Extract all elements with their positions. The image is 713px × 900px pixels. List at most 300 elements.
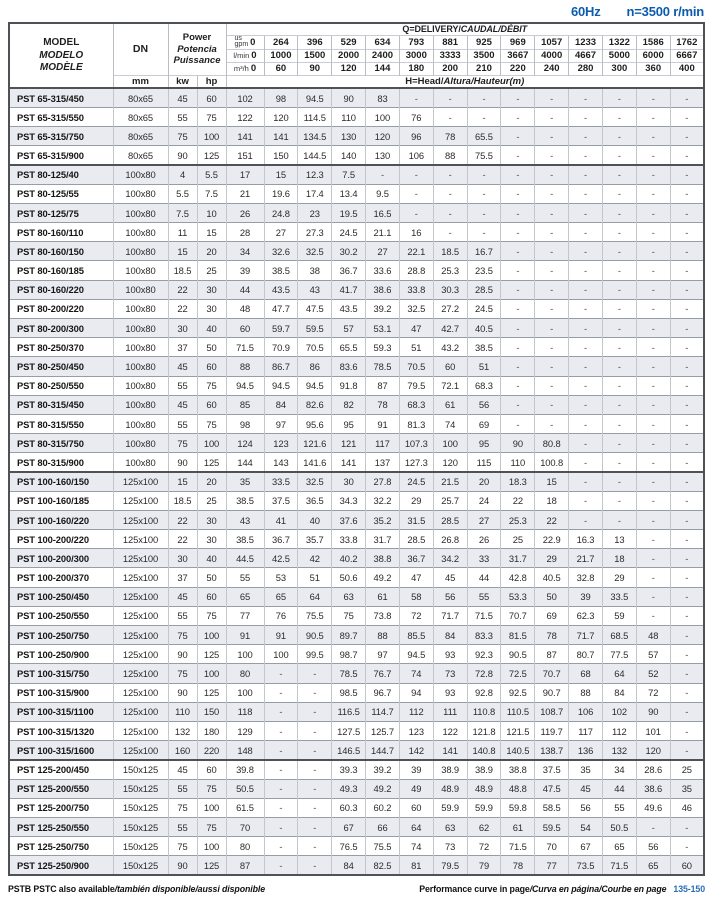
- model-cell: PST 80-160/110: [9, 223, 113, 242]
- flow-value: 200: [433, 62, 467, 75]
- head-value-cell: 81.5: [501, 626, 535, 645]
- head-value-cell: 39.8: [226, 760, 264, 779]
- head-value-cell: 43.5: [264, 280, 298, 299]
- hp-cell: 100: [197, 127, 226, 146]
- head-value-cell: 33.5: [264, 472, 298, 491]
- head-value-cell: 59.5: [535, 817, 569, 836]
- flow-value: 360: [636, 62, 670, 75]
- delivery-title: Q=DELIVERY/CAUDAL/DÉBIT: [226, 23, 704, 35]
- head-value-cell: 92.5: [501, 683, 535, 702]
- head-value-cell: 65: [636, 856, 670, 875]
- head-value-cell: 127.5: [332, 721, 366, 740]
- head-value-cell: -: [602, 280, 636, 299]
- kw-cell: 22: [168, 510, 197, 529]
- flow-value: 4000: [535, 49, 569, 62]
- kw-cell: 110: [168, 702, 197, 721]
- head-value-cell: 137: [366, 453, 400, 472]
- table-row: [9, 721, 704, 740]
- head-value-cell: -: [670, 587, 704, 606]
- hp-cell: 75: [197, 376, 226, 395]
- head-value-cell: 90.5: [298, 626, 332, 645]
- head-value-cell: 120: [636, 741, 670, 760]
- hp-cell: 30: [197, 299, 226, 318]
- head-value-cell: 80.8: [535, 434, 569, 453]
- head-value-cell: 72.5: [501, 664, 535, 683]
- head-value-cell: 25: [501, 530, 535, 549]
- head-value-cell: -: [636, 606, 670, 625]
- head-value-cell: -: [636, 203, 670, 222]
- head-value-cell: -: [670, 357, 704, 376]
- head-value-cell: 96.7: [366, 683, 400, 702]
- head-value-cell: 22: [535, 510, 569, 529]
- dn-cell: 125x100: [113, 721, 168, 740]
- head-value-cell: 16: [399, 223, 433, 242]
- kw-cell: 55: [168, 606, 197, 625]
- hp-cell: 220: [197, 741, 226, 760]
- kw-cell: 18.5: [168, 491, 197, 510]
- head-value-cell: 54: [569, 817, 603, 836]
- head-value-cell: 122: [433, 721, 467, 740]
- head-value-cell: 121.5: [501, 721, 535, 740]
- head-value-cell: 55: [226, 568, 264, 587]
- flow-value: 400: [670, 62, 704, 75]
- head-value-cell: 89.7: [332, 626, 366, 645]
- kw-cell: 45: [168, 88, 197, 107]
- head-value-cell: 98: [226, 414, 264, 433]
- table-row: [9, 760, 704, 779]
- head-value-cell: -: [467, 165, 501, 184]
- table-row: [9, 472, 704, 491]
- head-value-cell: 74: [433, 414, 467, 433]
- kw-cell: 55: [168, 376, 197, 395]
- head-value-cell: 17.4: [298, 184, 332, 203]
- head-value-cell: 68.3: [467, 376, 501, 395]
- table-row: [9, 184, 704, 203]
- head-value-cell: -: [501, 165, 535, 184]
- head-value-cell: 75.5: [366, 837, 400, 856]
- dn-cell: 80x65: [113, 88, 168, 107]
- head-value-cell: 51: [467, 357, 501, 376]
- head-value-cell: 27.3: [298, 223, 332, 242]
- head-value-cell: -: [670, 645, 704, 664]
- head-value-cell: -: [501, 261, 535, 280]
- dn-cell: 125x100: [113, 702, 168, 721]
- dn-cell: 100x80: [113, 165, 168, 184]
- head-value-cell: 76.5: [332, 837, 366, 856]
- head-value-cell: 59.9: [433, 798, 467, 817]
- head-value-cell: -: [501, 107, 535, 126]
- hp-cell: 100: [197, 626, 226, 645]
- flow-value: 881: [433, 35, 467, 49]
- head-value-cell: -: [501, 357, 535, 376]
- head-value-cell: -: [602, 453, 636, 472]
- kw-cell: 5.5: [168, 184, 197, 203]
- model-cell: PST 80-200/300: [9, 319, 113, 338]
- head-value-cell: 91: [366, 414, 400, 433]
- head-value-cell: 120: [366, 127, 400, 146]
- dn-cell: 100x80: [113, 242, 168, 261]
- model-cell: PST 80-250/450: [9, 357, 113, 376]
- head-value-cell: 67: [332, 817, 366, 836]
- flow-value: 90: [298, 62, 332, 75]
- hp-cell: 5.5: [197, 165, 226, 184]
- kw-cell: 45: [168, 760, 197, 779]
- head-value-cell: -: [467, 184, 501, 203]
- head-value-cell: 21.1: [366, 223, 400, 242]
- head-value-cell: 82.6: [298, 395, 332, 414]
- head-value-cell: -: [602, 299, 636, 318]
- head-value-cell: -: [569, 395, 603, 414]
- model-label-fr: MODÈLE: [39, 61, 83, 73]
- head-value-cell: 59.7: [264, 319, 298, 338]
- head-value-cell: 87: [226, 856, 264, 875]
- head-value-cell: -: [636, 88, 670, 107]
- head-value-cell: -: [298, 741, 332, 760]
- head-value-cell: -: [399, 88, 433, 107]
- head-value-cell: 132: [602, 741, 636, 760]
- head-value-cell: 29: [399, 491, 433, 510]
- hp-cell: 75: [197, 779, 226, 798]
- head-value-cell: -: [535, 299, 569, 318]
- head-value-cell: 100: [226, 645, 264, 664]
- head-value-cell: 24.5: [467, 299, 501, 318]
- hp-cell: 25: [197, 261, 226, 280]
- head-value-cell: 120: [264, 107, 298, 126]
- head-value-cell: 100: [433, 434, 467, 453]
- head-value-cell: -: [636, 319, 670, 338]
- head-value-cell: -: [602, 338, 636, 357]
- head-value-cell: 21.5: [433, 472, 467, 491]
- head-value-cell: 47.7: [264, 299, 298, 318]
- head-value-cell: 70: [535, 837, 569, 856]
- head-value-cell: 101: [636, 721, 670, 740]
- head-value-cell: -: [535, 395, 569, 414]
- head-value-cell: 73: [433, 837, 467, 856]
- head-value-cell: 108.7: [535, 702, 569, 721]
- head-value-cell: -: [298, 721, 332, 740]
- kw-cell: 4: [168, 165, 197, 184]
- head-value-cell: 80: [226, 837, 264, 856]
- head-value-cell: 25.7: [433, 491, 467, 510]
- pump-performance-table: [8, 22, 705, 876]
- dn-cell: 125x100: [113, 472, 168, 491]
- head-value-cell: 16.7: [467, 242, 501, 261]
- dn-cell: 100x80: [113, 414, 168, 433]
- head-value-cell: 25.3: [501, 510, 535, 529]
- head-value-cell: 98: [264, 88, 298, 107]
- head-value-cell: 122: [226, 107, 264, 126]
- head-value-cell: 30.2: [332, 242, 366, 261]
- head-value-cell: 93: [433, 683, 467, 702]
- model-cell: PST 80-125/75: [9, 203, 113, 222]
- head-value-cell: 21.7: [569, 549, 603, 568]
- head-value-cell: 27: [366, 242, 400, 261]
- head-value-cell: 38.8: [366, 549, 400, 568]
- head-value-cell: 70.5: [399, 357, 433, 376]
- dn-cell: 125x100: [113, 626, 168, 645]
- head-value-cell: -: [602, 107, 636, 126]
- head-value-cell: -: [670, 837, 704, 856]
- model-cell: PST 80-160/220: [9, 280, 113, 299]
- head-value-cell: 100: [226, 683, 264, 702]
- head-value-cell: 53.3: [501, 587, 535, 606]
- head-value-cell: 72: [399, 606, 433, 625]
- table-row: [9, 357, 704, 376]
- flow-value: 240: [535, 62, 569, 75]
- page-footer: [8, 884, 705, 894]
- head-value-cell: 107.3: [399, 434, 433, 453]
- model-cell: PST 65-315/450: [9, 88, 113, 107]
- model-cell: PST 80-250/370: [9, 338, 113, 357]
- hp-cell: 75: [197, 107, 226, 126]
- head-value-cell: -: [602, 357, 636, 376]
- hp-cell: 75: [197, 606, 226, 625]
- head-value-cell: 27.8: [366, 472, 400, 491]
- head-value-cell: 78: [366, 395, 400, 414]
- head-value-cell: 94.5: [226, 376, 264, 395]
- head-value-cell: 95: [332, 414, 366, 433]
- flow-value: 5000: [602, 49, 636, 62]
- head-value-cell: 90: [636, 702, 670, 721]
- head-value-cell: 35: [226, 472, 264, 491]
- head-value-cell: 116.5: [332, 702, 366, 721]
- model-cell: PST 80-315/550: [9, 414, 113, 433]
- dn-cell: 80x65: [113, 127, 168, 146]
- head-value-cell: -: [264, 664, 298, 683]
- model-cell: PST 80-125/55: [9, 184, 113, 203]
- head-value-cell: 53: [264, 568, 298, 587]
- head-value-cell: 73: [433, 664, 467, 683]
- dn-cell: 100x80: [113, 338, 168, 357]
- head-value-cell: 78: [535, 626, 569, 645]
- head-value-cell: 39.2: [366, 299, 400, 318]
- head-value-cell: 88: [366, 626, 400, 645]
- table-row: [9, 319, 704, 338]
- head-value-cell: 71.7: [569, 626, 603, 645]
- dn-cell: 150x125: [113, 856, 168, 875]
- head-value-cell: 21: [226, 184, 264, 203]
- head-value-cell: 12.3: [298, 165, 332, 184]
- head-value-cell: 23: [298, 203, 332, 222]
- flow-value: 793: [399, 35, 433, 49]
- dn-cell: 125x100: [113, 568, 168, 587]
- kw-cell: 55: [168, 107, 197, 126]
- head-value-cell: 51: [298, 568, 332, 587]
- head-value-cell: 79.5: [399, 376, 433, 395]
- head-value-cell: -: [569, 107, 603, 126]
- head-value-cell: 71.5: [226, 338, 264, 357]
- head-value-cell: -: [501, 395, 535, 414]
- dn-cell: 150x125: [113, 779, 168, 798]
- head-value-cell: 144.7: [366, 741, 400, 760]
- head-value-cell: -: [670, 338, 704, 357]
- hp-cell: 30: [197, 280, 226, 299]
- dn-cell: 125x100: [113, 606, 168, 625]
- dn-cell: 125x100: [113, 530, 168, 549]
- head-value-cell: 69: [467, 414, 501, 433]
- head-value-cell: -: [264, 837, 298, 856]
- head-value-cell: 50: [535, 587, 569, 606]
- head-value-cell: 42.8: [501, 568, 535, 587]
- head-value-cell: 50.5: [602, 817, 636, 836]
- head-value-cell: -: [399, 165, 433, 184]
- table-row: [9, 203, 704, 222]
- head-value-cell: 119.7: [535, 721, 569, 740]
- hp-cell: 20: [197, 242, 226, 261]
- flow-unit-l-min: l/min 0: [226, 49, 264, 62]
- head-value-cell: 20: [467, 472, 501, 491]
- dn-cell: 80x65: [113, 146, 168, 165]
- table-row: [9, 626, 704, 645]
- dn-unit-label: mm: [113, 75, 168, 88]
- head-value-cell: 28.6: [636, 760, 670, 779]
- dn-cell: 125x100: [113, 645, 168, 664]
- table-row: [9, 587, 704, 606]
- head-value-cell: 141: [226, 127, 264, 146]
- head-value-cell: 110.8: [467, 702, 501, 721]
- head-value-cell: 28.5: [467, 280, 501, 299]
- head-value-cell: -: [467, 203, 501, 222]
- head-value-cell: 68.5: [602, 626, 636, 645]
- head-value-cell: 56: [569, 798, 603, 817]
- head-value-cell: -: [501, 319, 535, 338]
- hp-cell: 20: [197, 472, 226, 491]
- flow-value: 4667: [569, 49, 603, 62]
- head-value-cell: 22.1: [399, 242, 433, 261]
- dn-cell: 100x80: [113, 434, 168, 453]
- kw-cell: 90: [168, 453, 197, 472]
- head-value-cell: 18.3: [501, 472, 535, 491]
- model-cell: PST 80-315/450: [9, 395, 113, 414]
- head-value-cell: -: [670, 683, 704, 702]
- head-value-cell: 73.5: [569, 856, 603, 875]
- head-value-cell: -: [602, 146, 636, 165]
- head-value-cell: 106: [569, 702, 603, 721]
- head-value-cell: 36.5: [298, 491, 332, 510]
- head-value-cell: -: [501, 376, 535, 395]
- head-value-cell: -: [636, 338, 670, 357]
- head-value-cell: -: [670, 626, 704, 645]
- dn-cell: 150x125: [113, 798, 168, 817]
- head-value-cell: 72.1: [433, 376, 467, 395]
- model-cell: PST 100-250/750: [9, 626, 113, 645]
- head-value-cell: 60: [226, 319, 264, 338]
- kw-cell: 15: [168, 242, 197, 261]
- head-value-cell: 47.5: [535, 779, 569, 798]
- head-value-cell: -: [636, 127, 670, 146]
- head-value-cell: -: [264, 798, 298, 817]
- head-value-cell: 60: [399, 798, 433, 817]
- head-value-cell: 80.7: [569, 645, 603, 664]
- hp-cell: 50: [197, 568, 226, 587]
- table-row: [9, 434, 704, 453]
- head-value-cell: 60.3: [332, 798, 366, 817]
- head-value-cell: 77: [535, 856, 569, 875]
- head-value-cell: 59.9: [467, 798, 501, 817]
- head-value-cell: 74: [399, 837, 433, 856]
- head-value-cell: -: [670, 664, 704, 683]
- head-value-cell: 121.6: [298, 434, 332, 453]
- head-value-cell: 40: [298, 510, 332, 529]
- head-value-cell: 39: [569, 587, 603, 606]
- hp-cell: 7.5: [197, 184, 226, 203]
- head-value-cell: -: [636, 376, 670, 395]
- kw-cell: 75: [168, 664, 197, 683]
- head-value-cell: 32.5: [298, 242, 332, 261]
- head-value-cell: -: [366, 165, 400, 184]
- head-value-cell: -: [670, 434, 704, 453]
- head-value-cell: 71.7: [433, 606, 467, 625]
- table-row: [9, 107, 704, 126]
- kw-label: kw: [168, 75, 197, 88]
- head-value-cell: -: [298, 798, 332, 817]
- head-value-cell: 130: [366, 146, 400, 165]
- head-value-cell: 140: [332, 146, 366, 165]
- head-value-cell: 85.5: [399, 626, 433, 645]
- dn-cell: 100x80: [113, 280, 168, 299]
- head-value-cell: 141: [332, 453, 366, 472]
- head-value-cell: -: [569, 453, 603, 472]
- head-value-cell: -: [501, 299, 535, 318]
- head-value-cell: 18: [602, 549, 636, 568]
- table-row: [9, 817, 704, 836]
- hp-cell: 125: [197, 683, 226, 702]
- head-value-cell: 47: [399, 568, 433, 587]
- model-cell: PST 125-250/900: [9, 856, 113, 875]
- head-value-cell: -: [670, 721, 704, 740]
- head-value-cell: 124: [226, 434, 264, 453]
- head-value-cell: 37.5: [264, 491, 298, 510]
- head-value-cell: 70.7: [535, 664, 569, 683]
- head-value-cell: 71.5: [467, 606, 501, 625]
- head-value-cell: -: [602, 472, 636, 491]
- head-value-cell: 140.8: [467, 741, 501, 760]
- head-value-cell: 65.5: [467, 127, 501, 146]
- head-value-cell: 22: [501, 491, 535, 510]
- head-value-cell: 68: [569, 664, 603, 683]
- head-value-cell: 63: [433, 817, 467, 836]
- table-row: [9, 664, 704, 683]
- model-cell: PST 100-315/1100: [9, 702, 113, 721]
- head-value-cell: -: [264, 702, 298, 721]
- head-value-cell: 83: [366, 88, 400, 107]
- head-value-cell: 70.9: [264, 338, 298, 357]
- table-row: [9, 165, 704, 184]
- head-value-cell: -: [264, 779, 298, 798]
- dn-cell: 125x100: [113, 510, 168, 529]
- hp-cell: 60: [197, 587, 226, 606]
- table-row: [9, 376, 704, 395]
- head-value-cell: -: [569, 88, 603, 107]
- head-value-cell: 79: [467, 856, 501, 875]
- head-value-cell: 38.9: [433, 760, 467, 779]
- head-value-cell: -: [602, 319, 636, 338]
- head-value-cell: 18.5: [433, 242, 467, 261]
- head-value-cell: 59: [602, 606, 636, 625]
- head-value-cell: -: [670, 280, 704, 299]
- head-value-cell: 94.5: [264, 376, 298, 395]
- dn-cell: 100x80: [113, 357, 168, 376]
- head-value-cell: 32.5: [298, 472, 332, 491]
- head-value-cell: 33: [467, 549, 501, 568]
- head-value-cell: 99.5: [298, 645, 332, 664]
- head-value-cell: -: [535, 165, 569, 184]
- head-value-cell: 110.5: [501, 702, 535, 721]
- head-value-cell: 64: [399, 817, 433, 836]
- head-value-cell: -: [670, 242, 704, 261]
- head-value-cell: -: [569, 319, 603, 338]
- head-value-cell: 27.2: [433, 299, 467, 318]
